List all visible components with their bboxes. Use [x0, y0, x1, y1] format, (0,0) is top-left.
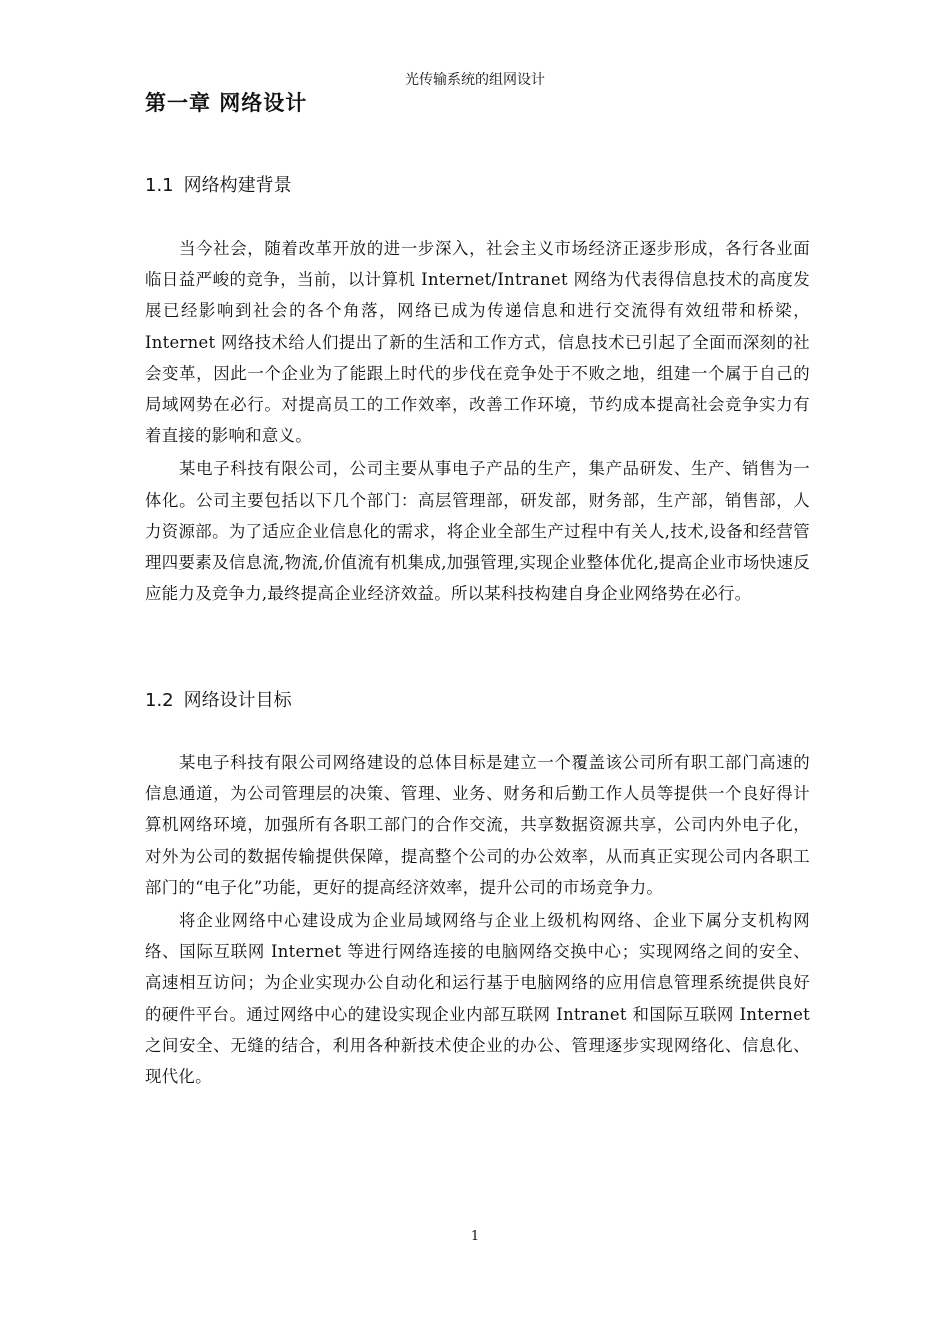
- paragraph: 将企业网络中心建设成为企业局域网络与企业上级机构网络、企业下属分支机构网络、国际互联网 Internet 等进行网络连接的电脑网络交换中心；实现网络之间的安全、高速相互访问；为企业实现办公自动化和运行基于电脑网络的应用信息管理系统提供良好的硬件平台。通过网络中心的建设实现企业内部互联网 Intranet 和国际互联网 Internet 之间安全、无缝的结合，利用各种新技术使企业的办公、管理逐步实现网络化、信息化、现代化。: [145, 911, 810, 1087]
- paragraph: 当今社会，随着改革开放的进一步深入，社会主义市场经济正逐步形成，各行各业面临日益严峻的竞争，当前，以计算机 Internet/Intranet 网络为代表得信息技术的高度发展已经影响到社会的各个角落，网络已成为传递信息和进行交流得有效纽带和桥梁，Internet 网络技术给人们提出了新的生活和工作方式，信息技术已引起了全面而深刻的社会变革，因此一个企业为了能跟上时代的步伐在竞争处于不败之地，组建一个属于自己的局域网势在必行。对提高员工的工作效率，改善工作环境，节约成本提高社会竞争实力有着直接的影响和意义。: [145, 239, 810, 446]
- paragraph: 某电子科技有限公司，公司主要从事电子产品的生产，集产品研发、生产、销售为一体化。公司主要包括以下几个部门：高层管理部，研发部，财务部，生产部，销售部，人力资源部。为了适应企业信息化的需求，将企业全部生产过程中有关人,技术,设备和经营管理四要素及信息流,物流,价值流有机集成,加强管理,实现企业整体优化,提高企业市场快速反应能力及竞争力,最终提高企业经济效益。所以某科技构建自身企业网络势在必行。: [145, 459, 810, 604]
- section-number: 1.1: [145, 175, 174, 196]
- paragraph: 某电子科技有限公司网络建设的总体目标是建立一个覆盖该公司所有职工部门高速的信息通道，为公司管理层的决策、管理、业务、财务和后勤工作人员等提供一个良好得计算机网络环境，加强所有各职工部门的合作交流，共享数据资源共享，公司内外电子化，对外为公司的数据传输提供保障，提高整个公司的办公效率，从而真正实现公司内各职工部门的“电子化”功能，更好的提高经济效率，提升公司的市场竞争力。: [145, 753, 810, 897]
- section-heading-1-2: [145, 687, 292, 715]
- section-body-1-2: [145, 747, 810, 1094]
- section-number: 1.2: [145, 690, 174, 711]
- page-number: 1: [470, 1229, 480, 1244]
- section-body-1-1: [145, 233, 810, 611]
- section-title-text: 网络设计目标: [183, 690, 292, 711]
- section-title-text: 网络构建背景: [183, 175, 292, 196]
- chapter-title: 第一章 网络设计: [145, 91, 308, 115]
- running-header: 光传输系统的组网设计: [405, 72, 545, 88]
- section-heading-1-1: [145, 172, 292, 200]
